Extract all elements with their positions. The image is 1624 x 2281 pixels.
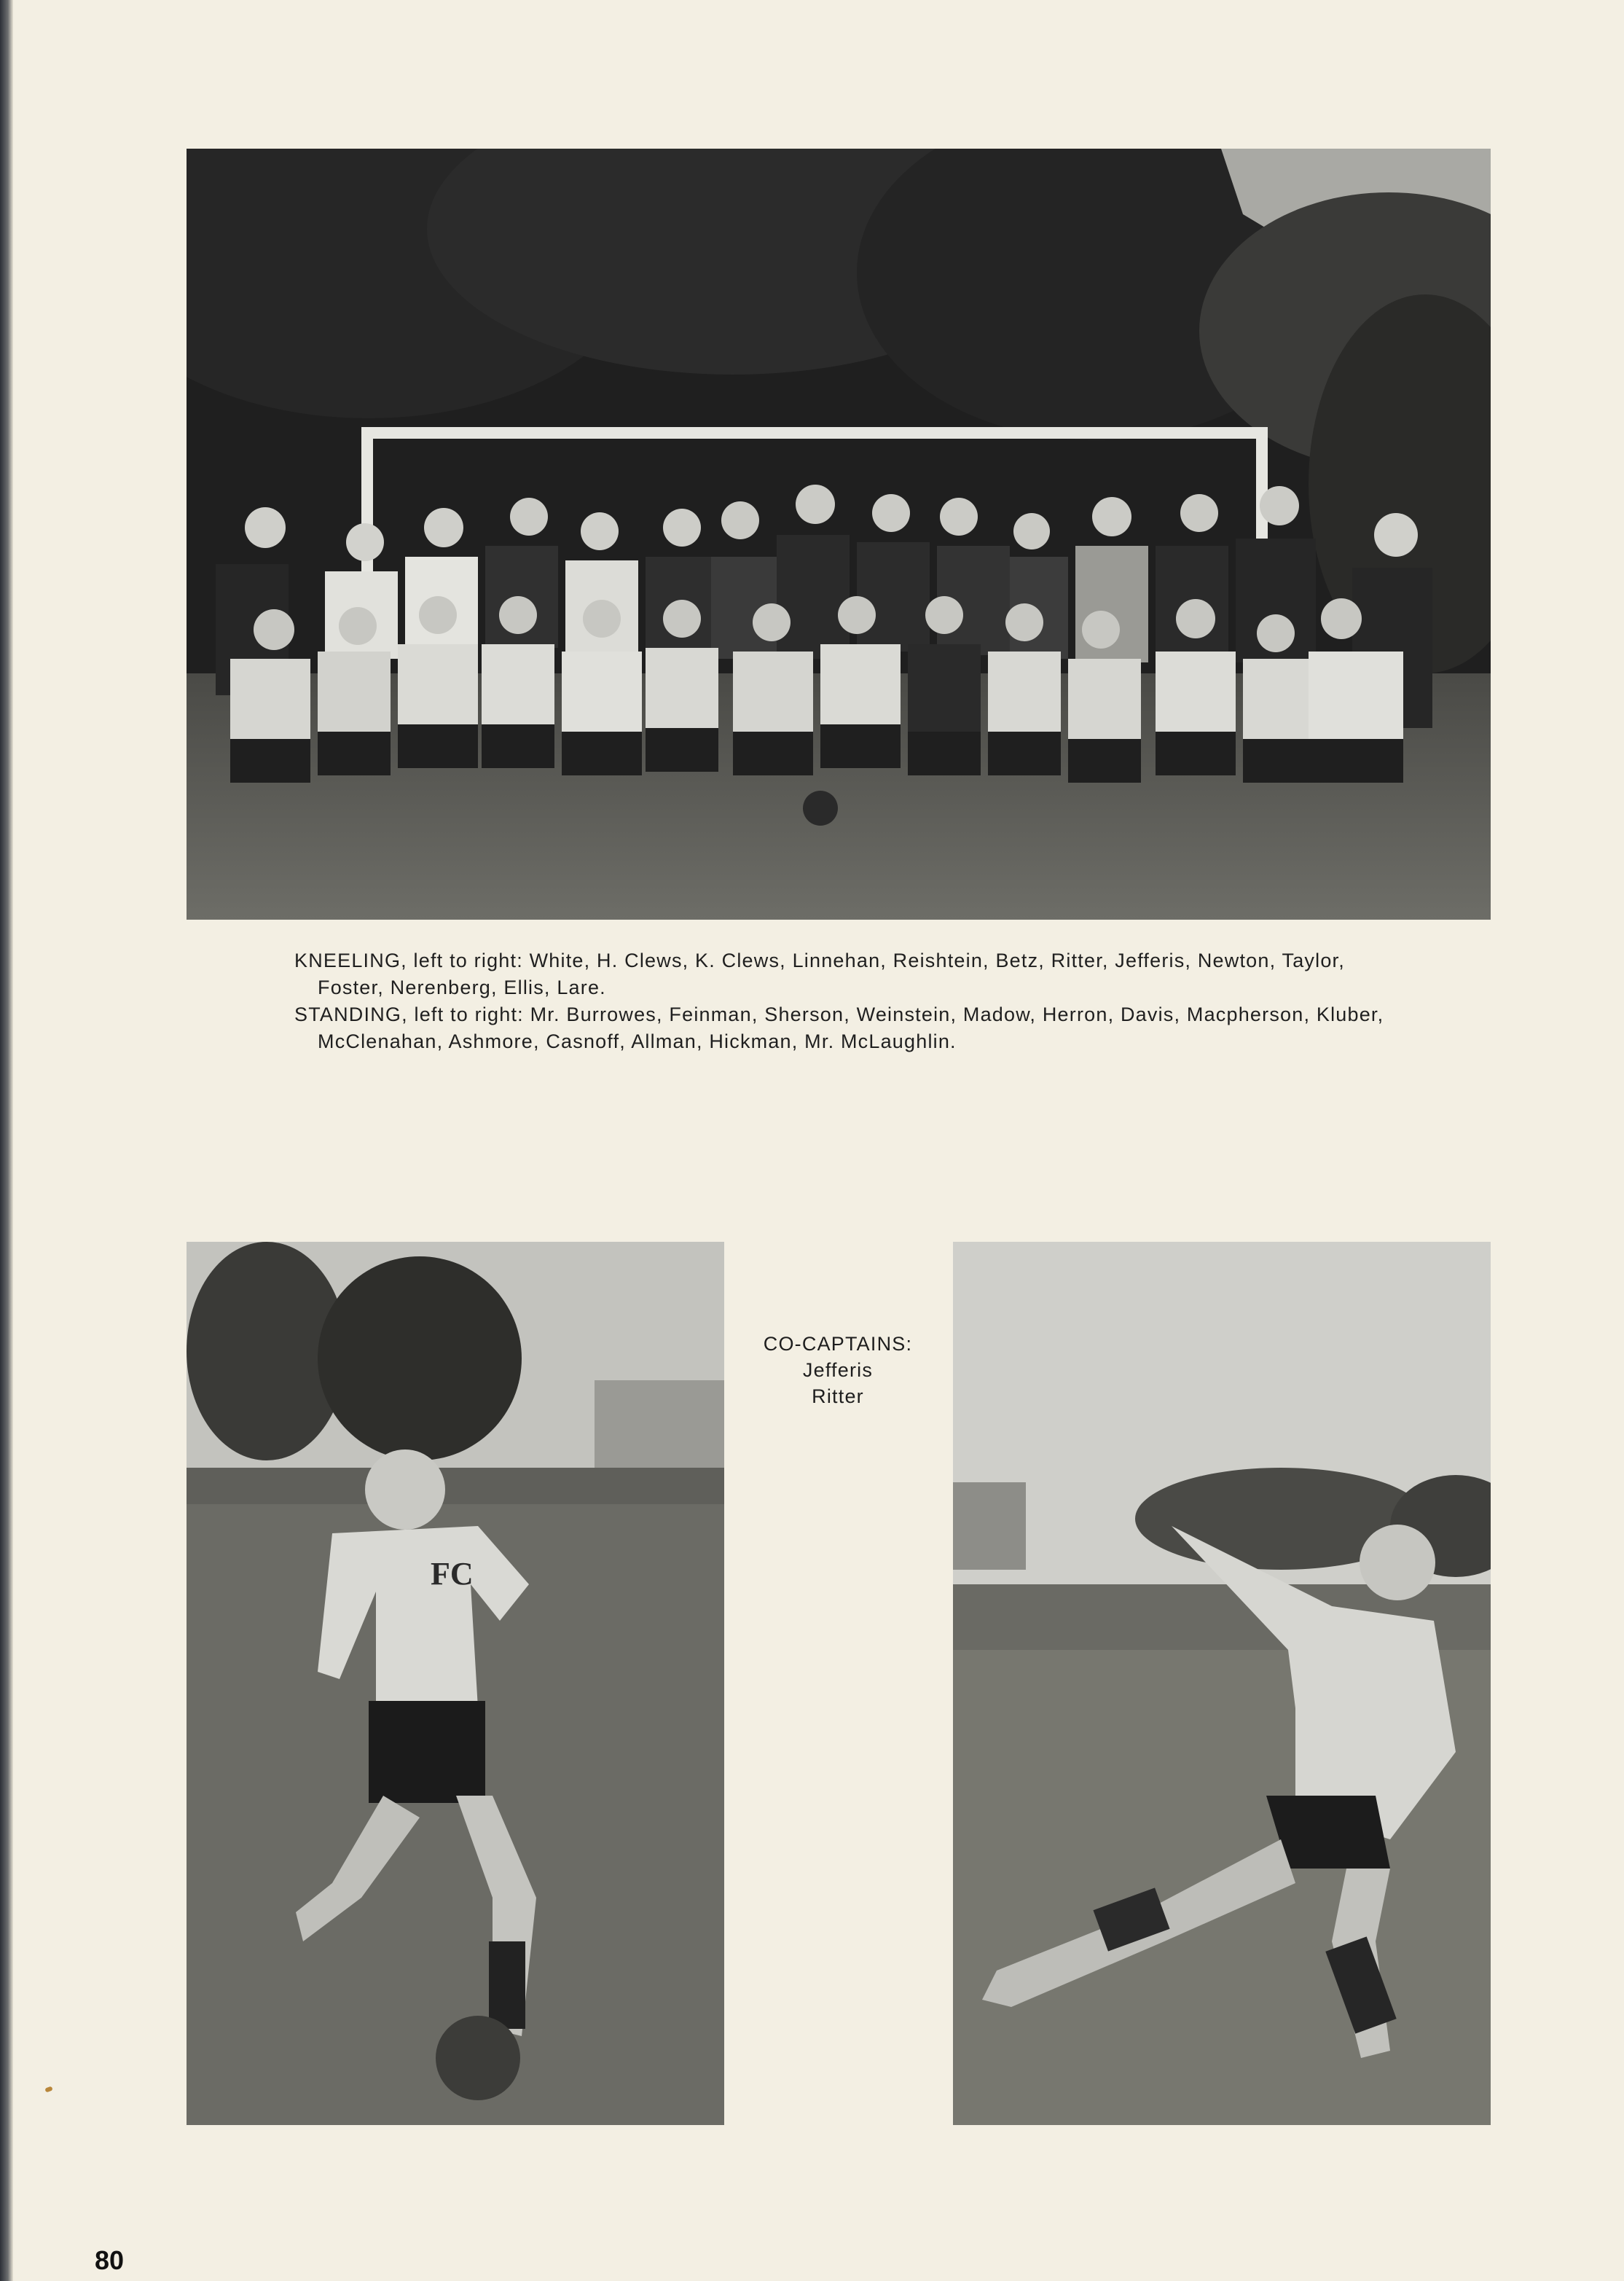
co-captains-label	[750, 1331, 925, 1409]
page-number: 80	[95, 2245, 125, 2275]
co-captain-name: Ritter	[812, 1385, 864, 1407]
co-captain-right-photo	[953, 1242, 1491, 2125]
co-captain-name: Jefferis	[802, 1359, 874, 1381]
co-captain-left-photo	[187, 1242, 724, 2125]
ink-mark	[44, 2086, 52, 2092]
kneeling-row-names: KNEELING, left to right: White, H. Clews, K. Clews, Linnehan, Reishtein, Betz, Ritter, Jefferis, Newton, Taylor, Foster, Nerenberg, Ellis, Lare.	[294, 950, 1345, 998]
jersey-letters: FC	[431, 1556, 474, 1592]
co-captains-heading: CO-CAPTAINS:	[763, 1333, 913, 1355]
standing-row-names: STANDING, left to right: Mr. Burrowes, Feinman, Sherson, Weinstein, Madow, Herron, Davis, Macpherson, Kluber, McClenahan, Ashmore, Casnoff, Allman, Hickman, Mr. McLaughlin.	[294, 1003, 1384, 1052]
team-photo-caption	[294, 947, 1387, 1055]
team-photo	[187, 149, 1491, 920]
page-binding-edge	[0, 0, 13, 2281]
